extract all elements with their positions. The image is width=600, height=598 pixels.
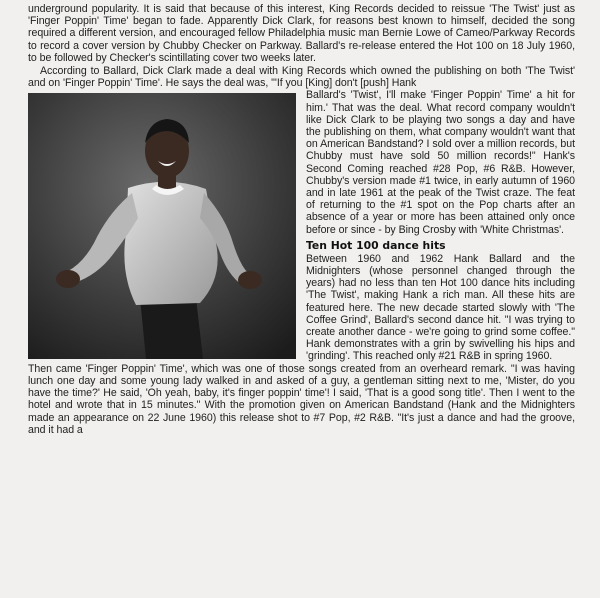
- intro-paragraph: underground popularity. It is said that because of this interest, King Records decided to reissue 'The Twist' just as 'Finger Poppin' Time' began to fade. Apparently Dick Clark, for reasons best known to himself, decided the song required a different version, and encouraged fellow Philadelphia music man Bernie Lowe of Cameo/Parkway Records to record a cover version by Chubby Checker on Parkway. Ballard's re-release entered the Hot 100 on 18 July 1960, to be followed by Checker's scintillating cover two weeks later.: [28, 3, 575, 64]
- finger-poppin-paragraph: Then came 'Finger Poppin' Time', which was one of those songs created from an overheard remark. "I was having lunch one day and some young lady walked in and asked of a guy, a gentleman sitting next to me, 'Mister, do you have the time?' He said, 'Oh yeah, baby, it's finger poppin' time'! I said, 'That is a good song title'. Then I went to the hotel and wrote that in 15 minutes." With the promotion given on American Bandstand (Hank and the Midnighters made an appearance on 22 June 1960) this release shot to #7 Pop, #2 R&B. "It's just a dance and had the groove, and it had a: [28, 362, 575, 436]
- ballard-deal-paragraph: According to Ballard, Dick Clark made a deal with King Records which owned the publishing on both 'The Twist' and on 'Finger Poppin' Time'. He says the deal was, "'If you [King] don't [push] Hank: [28, 65, 575, 90]
- ballard-deal-continued: Ballard's 'Twist', I'll make 'Finger Poppin' Time' a hit for him.' That was the deal. What record company wouldn't like Dick Clark to be playing two songs a day and have the publishing on them, what company wouldn't want that on American Bandstand? I sold over a million records, but Chubby must have sold 50 million records!" Hank's Second Coming reached #28 Pop, #6 R&B. However, Chubby's version made #1 twice, in early autumn of 1960 and in late 1961 at the peak of the Twist craze. The feat of returning to the #1 spot on the Pop charts after an absence of a year or more has been attained only once before or since - by Bing Crosby with 'White Christmas'.: [306, 89, 575, 236]
- dance-hits-paragraph: Between 1960 and 1962 Hank Ballard and the Midnighters (whose personnel changed through the years) had no less than ten Hot 100 dance hits including 'The Twist', making Hank a rich man. All these hits are featured here. The new decade started slowly with 'The Coffee Grind', Ballard's second dance hit. "I was trying to create another dance - we're going to grind some coffee." Hank demonstrates with a grin by swivelling his hips and 'grinding'. This reached only #21 R&B in spring 1960.: [306, 252, 575, 363]
- dancing-man-photo: [28, 93, 296, 359]
- section-heading: Ten Hot 100 dance hits: [306, 238, 446, 252]
